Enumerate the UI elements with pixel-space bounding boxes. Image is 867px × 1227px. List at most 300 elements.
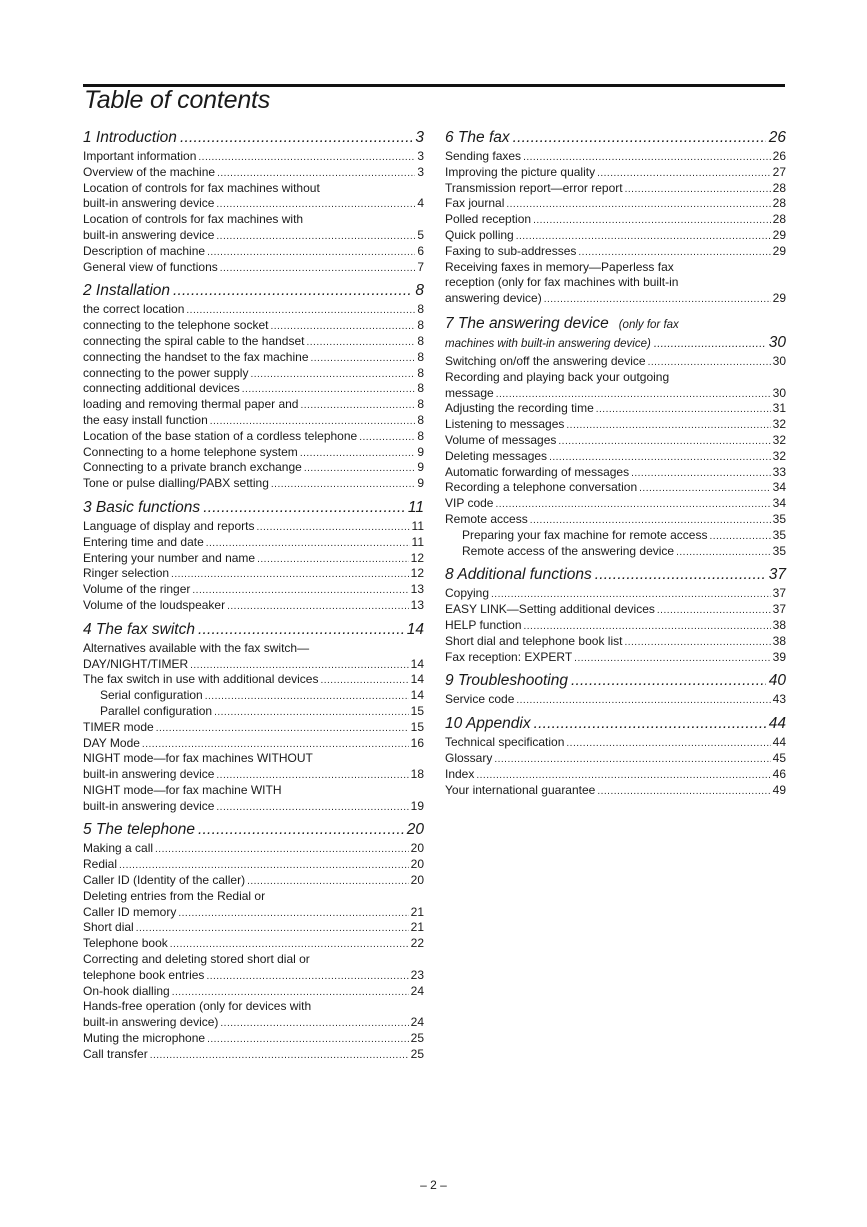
- toc-entry[interactable]: [83, 1015, 424, 1031]
- dot-leader: [596, 402, 771, 418]
- toc-entry[interactable]: [445, 401, 786, 417]
- dot-leader: [549, 450, 771, 466]
- entry-page-number: 29: [772, 291, 786, 306]
- toc-entry[interactable]: [83, 228, 424, 244]
- page-number: – 2 –: [420, 1178, 447, 1192]
- toc-entry[interactable]: [445, 433, 786, 449]
- toc-entry-text-line: Location of controls for fax machines with: [83, 212, 304, 227]
- dot-leader: [654, 338, 766, 350]
- dot-leader: [203, 499, 405, 517]
- toc-entry-text-line: Correcting and deleting stored short dial or: [83, 952, 310, 967]
- toc-entry[interactable]: [83, 196, 424, 212]
- entry-title: Important information: [83, 149, 197, 163]
- toc-entry[interactable]: [83, 936, 424, 952]
- toc-section-heading[interactable]: [445, 715, 786, 735]
- toc-entry[interactable]: [445, 181, 786, 197]
- entry-title: Transmission report—error report: [445, 180, 623, 195]
- entry-page-number: 18: [410, 767, 424, 782]
- section-title: 2 Installation: [83, 282, 171, 300]
- toc-entry-text-line: Receiving faxes in memory—Paperless fax: [445, 259, 674, 274]
- entry-title: Polled reception: [445, 212, 532, 227]
- entry-page-number: 27: [772, 164, 786, 179]
- toc-entry[interactable]: [445, 767, 786, 783]
- toc-entry[interactable]: [445, 449, 786, 465]
- entry-page-number: 28: [772, 212, 786, 227]
- entry-title: Entering time and date: [83, 534, 204, 549]
- dot-leader: [250, 367, 415, 383]
- dot-leader: [170, 937, 409, 953]
- dot-leader: [142, 737, 409, 753]
- dot-leader: [220, 261, 416, 277]
- entry-page-number: 8: [417, 318, 424, 333]
- toc-entry[interactable]: [445, 212, 786, 228]
- section-page-number: 14: [406, 620, 424, 638]
- toc-entry[interactable]: [83, 244, 424, 260]
- entry-title: built-in answering device: [83, 196, 215, 211]
- dot-leader: [207, 1032, 409, 1048]
- toc-entry[interactable]: [83, 302, 424, 318]
- entry-title: built-in answering device): [83, 1015, 219, 1030]
- entry-page-number: 20: [410, 841, 424, 856]
- dot-leader: [136, 921, 409, 937]
- toc-entry[interactable]: [83, 657, 424, 673]
- entry-page-number: 8: [417, 333, 424, 348]
- dot-leader: [523, 150, 771, 166]
- dot-leader: [513, 129, 766, 147]
- dot-leader: [220, 1016, 408, 1032]
- entry-title: On-hook dialling: [83, 983, 170, 998]
- dot-leader: [597, 166, 771, 182]
- entry-title: Making a call: [83, 841, 154, 856]
- entry-title: Telephone book: [83, 936, 168, 951]
- entry-title: The fax switch in use with additional devices: [83, 672, 319, 687]
- entry-title: Glossary: [445, 750, 493, 765]
- dot-leader: [524, 619, 771, 635]
- toc-left-column: [83, 129, 424, 1063]
- dot-leader: [216, 800, 408, 816]
- toc-entry[interactable]: [83, 366, 424, 382]
- toc-entry[interactable]: [445, 544, 786, 560]
- entry-page-number: 28: [772, 196, 786, 211]
- toc-right-column: [445, 129, 786, 798]
- entry-title: Quick polling: [445, 227, 514, 242]
- entry-page-number: 37: [772, 586, 786, 601]
- entry-page-number: 22: [410, 936, 424, 951]
- toc-entry[interactable]: [445, 751, 786, 767]
- entry-title: connecting additional devices: [83, 381, 240, 396]
- dot-leader: [494, 752, 770, 768]
- entry-title: Language of display and reports: [83, 518, 255, 533]
- dot-leader: [544, 292, 771, 308]
- dot-leader: [119, 858, 409, 874]
- entry-title: answering device): [445, 291, 542, 306]
- dot-leader: [227, 599, 409, 615]
- entry-page-number: 32: [772, 432, 786, 447]
- entry-title: VIP code: [445, 496, 494, 511]
- toc-entry[interactable]: [445, 512, 786, 528]
- dot-leader: [534, 715, 766, 733]
- entry-title: Caller ID (Identity of the caller): [83, 873, 246, 888]
- dot-leader: [648, 355, 771, 371]
- dot-leader: [216, 768, 408, 784]
- entry-title: loading and removing thermal paper and: [83, 397, 299, 412]
- entry-title: Automatic forwarding of messages: [445, 464, 630, 479]
- entry-title: Recording a telephone conversation: [445, 480, 638, 495]
- entry-title: Index: [445, 766, 475, 781]
- entry-page-number: 14: [410, 672, 424, 687]
- dot-leader: [206, 536, 410, 552]
- entry-page-number: 34: [772, 496, 786, 511]
- entry-page-number: 8: [417, 428, 424, 443]
- toc-entry[interactable]: [445, 634, 786, 650]
- entry-title: the correct location: [83, 302, 185, 317]
- dot-leader: [198, 821, 404, 839]
- entry-page-number: 28: [772, 180, 786, 195]
- toc-entry[interactable]: [445, 354, 786, 370]
- toc-entry-text-line: Hands-free operation (only for devices with: [83, 999, 312, 1014]
- dot-leader: [320, 673, 408, 689]
- entry-page-number: 35: [772, 543, 786, 558]
- entry-title: Short dial: [83, 920, 134, 935]
- toc-section-heading[interactable]: [445, 314, 786, 354]
- toc-entry-text-line: Location of controls for fax machines without: [83, 180, 320, 195]
- entry-page-number: 9: [417, 444, 424, 459]
- toc-entry[interactable]: [83, 551, 424, 567]
- toc-entry-text-line: Recording and playing back your outgoing: [445, 369, 670, 384]
- entry-page-number: 34: [772, 480, 786, 495]
- toc-entry[interactable]: [445, 244, 786, 260]
- entry-title: Sending faxes: [445, 149, 522, 163]
- section-page-number: 30: [768, 333, 786, 351]
- toc-section-heading[interactable]: [83, 282, 424, 302]
- toc-section-heading[interactable]: [83, 499, 424, 519]
- dot-leader: [495, 497, 770, 513]
- toc-entry-text-line: Alternatives available with the fax switch—: [83, 640, 310, 655]
- toc-entry[interactable]: [445, 618, 786, 634]
- toc-entry[interactable]: [445, 417, 786, 433]
- entry-title: the easy install function: [83, 412, 208, 427]
- entry-page-number: 19: [410, 798, 424, 813]
- entry-title: HELP function: [445, 617, 522, 632]
- dot-leader: [256, 520, 409, 536]
- entry-title: Listening to messages: [445, 417, 565, 432]
- toc-entry[interactable]: [445, 480, 786, 496]
- entry-page-number: 35: [772, 511, 786, 526]
- entry-title: Remote access of the answering device: [462, 543, 675, 558]
- toc-entry[interactable]: [83, 598, 424, 614]
- toc-entry[interactable]: [445, 650, 786, 666]
- section-page-number: 26: [768, 129, 786, 146]
- section-page-number: 40: [768, 672, 786, 690]
- toc-entry[interactable]: [83, 381, 424, 397]
- toc-entry[interactable]: [445, 165, 786, 181]
- toc-entry[interactable]: [445, 692, 786, 708]
- dot-leader: [172, 985, 409, 1001]
- entry-page-number: 29: [772, 243, 786, 258]
- dot-leader: [180, 129, 412, 147]
- entry-page-number: 8: [417, 397, 424, 412]
- dot-leader: [271, 477, 415, 493]
- entry-title: Remote access: [445, 511, 528, 526]
- toc-entry[interactable]: [83, 704, 424, 720]
- toc-entry[interactable]: [83, 905, 424, 921]
- entry-page-number: 13: [410, 597, 424, 612]
- toc-entry[interactable]: [83, 767, 424, 783]
- toc-entry[interactable]: [83, 968, 424, 984]
- entry-page-number: 14: [410, 656, 424, 671]
- dot-leader: [496, 387, 771, 403]
- entry-page-number: 6: [417, 243, 424, 258]
- toc-entry-text-line: NIGHT mode—for fax machine WITH: [83, 782, 282, 797]
- entry-page-number: 38: [772, 617, 786, 632]
- section-title: 6 The fax: [445, 129, 510, 146]
- toc-entry[interactable]: [445, 149, 786, 165]
- dot-leader: [533, 213, 771, 229]
- section-subtitle: (only for fax: [618, 318, 679, 331]
- entry-title: General view of functions: [83, 259, 218, 274]
- section-title: 7 The answering device: [445, 314, 609, 332]
- entry-page-number: 30: [772, 353, 786, 368]
- toc-entry[interactable]: [83, 672, 424, 688]
- toc-entry[interactable]: [445, 602, 786, 618]
- dot-leader: [676, 545, 771, 561]
- toc-entry-text-line: NIGHT mode—for fax machines WITHOUT: [83, 751, 313, 766]
- toc-entry[interactable]: [83, 519, 424, 535]
- dot-leader: [257, 552, 409, 568]
- toc-section-heading[interactable]: [445, 129, 786, 149]
- entry-page-number: 15: [410, 703, 424, 718]
- toc-entry[interactable]: [83, 984, 424, 1000]
- dot-leader: [186, 303, 415, 319]
- entry-title: TIMER mode: [83, 719, 154, 734]
- section-title: 1 Introduction: [83, 129, 177, 146]
- entry-title: connecting the spiral cable to the handset: [83, 333, 305, 348]
- entry-page-number: 23: [410, 967, 424, 982]
- toc-entry[interactable]: [83, 397, 424, 413]
- dot-leader: [214, 705, 409, 721]
- dot-leader: [631, 466, 771, 482]
- toc-entry[interactable]: [445, 496, 786, 512]
- entry-title: Service code: [445, 692, 515, 707]
- entry-title: Fax reception: EXPERT: [445, 649, 573, 664]
- entry-page-number: 8: [417, 302, 424, 317]
- dot-leader: [311, 351, 416, 367]
- toc-entry[interactable]: [83, 736, 424, 752]
- dot-leader: [516, 229, 771, 245]
- entry-page-number: 15: [410, 719, 424, 734]
- entry-page-number: 16: [410, 735, 424, 750]
- entry-page-number: 35: [772, 527, 786, 542]
- entry-title: EASY LINK—Setting additional devices: [445, 602, 655, 617]
- entry-page-number: 30: [772, 385, 786, 400]
- dot-leader: [210, 414, 416, 430]
- entry-title: Description of machine: [83, 243, 206, 258]
- toc-entry[interactable]: [445, 783, 786, 799]
- entry-title: Location of the base station of a cordless telephone: [83, 428, 358, 443]
- dot-leader: [558, 434, 770, 450]
- toc-entry[interactable]: [83, 260, 424, 276]
- toc-entry[interactable]: [445, 735, 786, 751]
- toc-entry[interactable]: [445, 196, 786, 212]
- section-title: 8 Additional functions: [445, 566, 592, 584]
- entry-page-number: 29: [772, 227, 786, 242]
- entry-title: connecting the handset to the fax machine: [83, 349, 309, 364]
- toc-section-heading[interactable]: [83, 129, 424, 149]
- entry-page-number: 8: [417, 412, 424, 427]
- toc-entry[interactable]: [83, 413, 424, 429]
- toc-entry[interactable]: [83, 318, 424, 334]
- entry-title: Preparing your fax machine for remote access: [462, 527, 708, 542]
- entry-page-number: 33: [772, 464, 786, 479]
- entry-title: Ringer selection: [83, 566, 170, 581]
- entry-page-number: 24: [410, 1015, 424, 1030]
- dot-leader: [300, 398, 415, 414]
- toc-entry[interactable]: [83, 535, 424, 551]
- dot-leader: [566, 418, 770, 434]
- toc-entry[interactable]: [83, 445, 424, 461]
- toc-entry[interactable]: [445, 291, 786, 307]
- section-page-number: 11: [407, 498, 424, 516]
- entry-page-number: 4: [417, 196, 424, 211]
- toc-entry-text-line: reception (only for fax machines with built-in: [445, 275, 679, 290]
- section-title: 9 Troubleshooting: [445, 672, 568, 690]
- entry-page-number: 25: [410, 1046, 424, 1061]
- dot-leader: [216, 197, 415, 213]
- dot-leader: [597, 784, 770, 800]
- entry-page-number: 3: [417, 149, 424, 163]
- toc-entry[interactable]: [83, 429, 424, 445]
- section-title: 3 Basic functions: [83, 498, 201, 516]
- dot-leader: [625, 182, 771, 198]
- entry-title: Switching on/off the answering device: [445, 353, 646, 368]
- dot-leader: [709, 529, 770, 545]
- toc-entry[interactable]: [445, 528, 786, 544]
- section-page-number: 37: [768, 566, 786, 584]
- entry-title: Technical specification: [445, 735, 565, 750]
- entry-title: connecting to the power supply: [83, 365, 249, 380]
- toc-entry[interactable]: [83, 841, 424, 857]
- dot-leader: [306, 335, 415, 351]
- entry-title: DAY/NIGHT/TIMER: [83, 656, 189, 671]
- dot-leader: [359, 430, 415, 446]
- dot-leader: [178, 906, 408, 922]
- dot-leader: [155, 842, 409, 858]
- entry-page-number: 44: [772, 735, 786, 750]
- entry-page-number: 21: [410, 904, 424, 919]
- toc-entry[interactable]: [83, 334, 424, 350]
- dot-leader: [300, 446, 416, 462]
- section-page-number: 8: [415, 282, 424, 300]
- toc-entry[interactable]: [83, 688, 424, 704]
- entry-page-number: 9: [417, 460, 424, 475]
- toc-section-heading[interactable]: [83, 621, 424, 641]
- section-subtitle-continued: machines with built-in answering device): [445, 337, 651, 350]
- dot-leader: [207, 245, 415, 261]
- entry-title: telephone book entries: [83, 967, 205, 982]
- toc-entry[interactable]: [83, 873, 424, 889]
- toc-entry[interactable]: [445, 465, 786, 481]
- entry-title: Copying: [445, 586, 490, 601]
- entry-page-number: 32: [772, 448, 786, 463]
- section-title: 4 The fax switch: [83, 620, 195, 638]
- dot-leader: [150, 1048, 409, 1064]
- entry-page-number: 21: [410, 920, 424, 935]
- entry-page-number: 46: [772, 766, 786, 781]
- toc-entry[interactable]: [83, 920, 424, 936]
- dot-leader: [217, 166, 415, 182]
- toc-section-heading[interactable]: [445, 566, 786, 586]
- dot-leader: [206, 969, 408, 985]
- dot-leader: [571, 672, 766, 690]
- toc-entry[interactable]: [445, 228, 786, 244]
- toc-entry[interactable]: [83, 1047, 424, 1063]
- entry-title: Redial: [83, 857, 118, 872]
- toc-entry[interactable]: [83, 720, 424, 736]
- toc-entry[interactable]: [83, 350, 424, 366]
- entry-title: Parallel configuration: [100, 703, 213, 718]
- entry-title: Caller ID memory: [83, 904, 177, 919]
- entry-page-number: 11: [411, 518, 424, 533]
- entry-title: Deleting messages: [445, 448, 548, 463]
- entry-page-number: 26: [772, 149, 786, 163]
- toc-entry[interactable]: [83, 566, 424, 582]
- entry-title: Serial configuration: [100, 688, 203, 703]
- toc-entry[interactable]: [445, 586, 786, 602]
- entry-page-number: 39: [772, 649, 786, 664]
- entry-title: Tone or pulse dialling/PABX setting: [83, 476, 269, 491]
- section-title: 5 The telephone: [83, 821, 196, 839]
- entry-page-number: 20: [410, 857, 424, 872]
- dot-leader: [198, 621, 404, 639]
- toc-entry[interactable]: [83, 460, 424, 476]
- dot-leader: [506, 197, 770, 213]
- dot-leader: [156, 721, 409, 737]
- entry-page-number: 11: [411, 534, 424, 549]
- entry-page-number: 24: [410, 983, 424, 998]
- dot-leader: [270, 319, 415, 335]
- entry-page-number: 45: [772, 750, 786, 765]
- dot-leader: [192, 583, 408, 599]
- toc-entry[interactable]: [83, 476, 424, 492]
- entry-title: built-in answering device: [83, 798, 215, 813]
- toc-entry[interactable]: [83, 149, 424, 165]
- toc-entry[interactable]: [83, 799, 424, 815]
- dot-leader: [566, 736, 770, 752]
- section-page-number: 20: [406, 821, 424, 839]
- dot-leader: [304, 461, 416, 477]
- page-title: Table of contents: [84, 86, 271, 114]
- entry-title: built-in answering device: [83, 227, 215, 242]
- dot-leader: [657, 603, 771, 619]
- toc-entry[interactable]: [83, 582, 424, 598]
- toc-entry[interactable]: [83, 165, 424, 181]
- toc-entry[interactable]: [445, 386, 786, 402]
- toc-entry[interactable]: [83, 857, 424, 873]
- toc-entry[interactable]: [83, 1031, 424, 1047]
- entry-page-number: 8: [417, 365, 424, 380]
- entry-title: Connecting to a private branch exchange: [83, 460, 302, 475]
- toc-section-heading[interactable]: [445, 672, 786, 692]
- entry-title: Short dial and telephone book list: [445, 633, 623, 648]
- dot-leader: [476, 768, 770, 784]
- entry-title: Connecting to a home telephone system: [83, 444, 298, 459]
- dot-leader: [173, 282, 412, 300]
- entry-title: Call transfer: [83, 1046, 148, 1061]
- entry-page-number: 3: [417, 164, 424, 179]
- entry-page-number: 12: [410, 566, 424, 581]
- entry-title: message: [445, 385, 494, 400]
- toc-section-heading[interactable]: [83, 821, 424, 841]
